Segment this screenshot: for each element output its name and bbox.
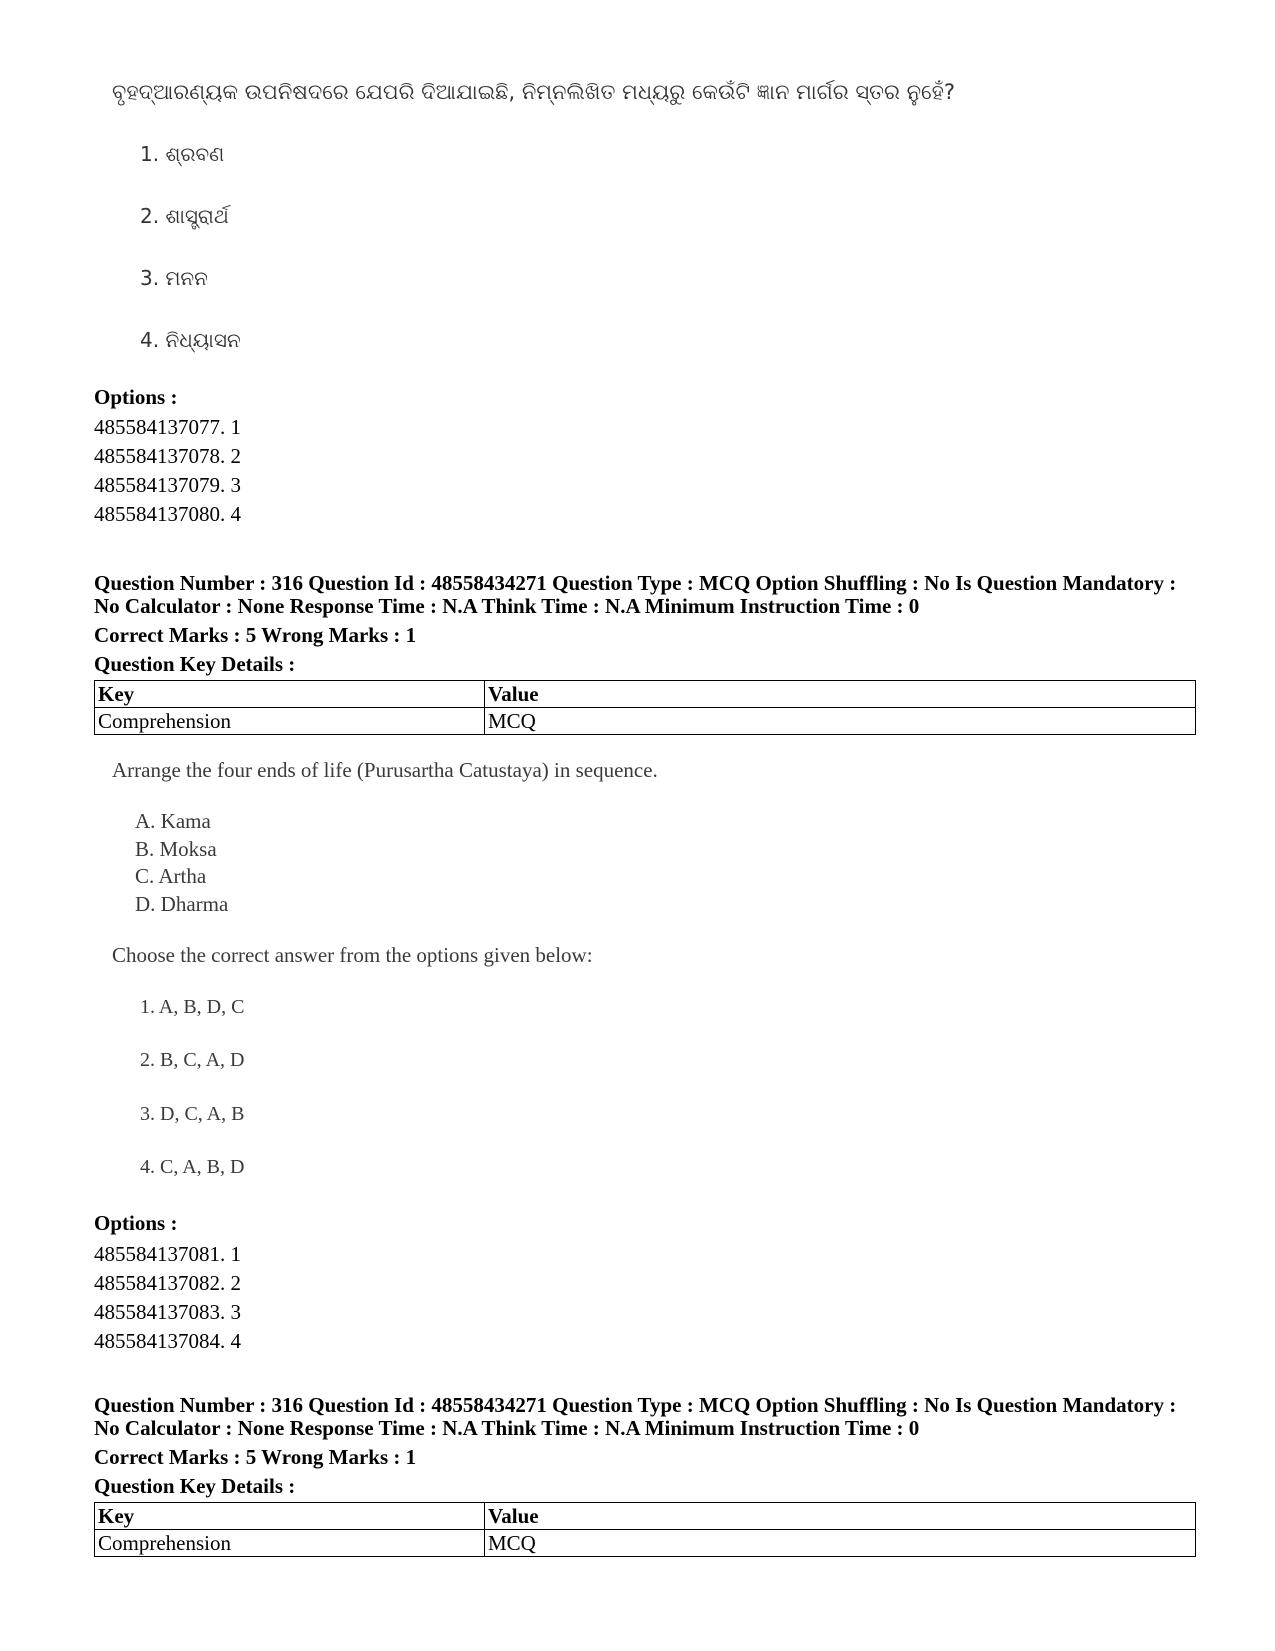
table-cell-key: Comprehension: [95, 1530, 485, 1557]
option-id: 485584137084. 4: [94, 1329, 241, 1353]
q2-key-details-label: Question Key Details :: [94, 652, 296, 676]
option-id: 485584137081. 1: [94, 1242, 241, 1266]
q3-key-details-label: Question Key Details :: [94, 1474, 296, 1498]
q2-choice-3: 3. D, C, A, B: [140, 1103, 245, 1125]
option-id: 485584137082. 2: [94, 1271, 241, 1295]
q2-choice-2: 2. B, C, A, D: [140, 1049, 245, 1071]
q2-meta-line1: Question Number : 316 Question Id : 48558434271 Question Type : MCQ Option Shuffling : No Is Question Mandatory :: [94, 571, 1177, 595]
list-item: C. Artha: [135, 864, 207, 888]
list-item: B. Moksa: [135, 836, 217, 861]
table-header-key: Key: [95, 1503, 485, 1530]
q2-key-table: [94, 680, 1196, 735]
q1-choice-3: 3. ମନନ: [140, 266, 208, 290]
q1-choice-2: 2. ଶାସ୍ତ୍ରାର୍ଥ: [140, 204, 229, 228]
list-item: D. Dharma: [135, 891, 229, 916]
q1-options-label: Options :: [94, 385, 178, 409]
q2-choice-4: 4. C, A, B, D: [140, 1156, 245, 1178]
table-cell-key: Comprehension: [95, 708, 485, 735]
table-cell-value: MCQ: [485, 1530, 1196, 1557]
option-id: 485584137077. 1: [94, 415, 241, 439]
option-id: 485584137083. 3: [94, 1300, 241, 1324]
q1-choice-1: 1. ଶ୍ରବଣ: [140, 142, 225, 166]
q2-options-list: [94, 1240, 241, 1356]
q1-options-list: [94, 413, 241, 529]
q2-instruction: Choose the correct answer from the options given below:: [112, 943, 593, 967]
q1-prompt: ବୃହଦ୍ଆରଣ୍ୟକ ଉପନିଷଦରେ ଯେପରି ଦିଆଯାଇଛି, ନିମ୍ନଲିଖିତ ମଧ୍ୟରୁ କେଉଁଟି ଜ୍ଞାନ ମାର୍ଗର ସ୍ତର ନୁହେଁ?: [112, 80, 955, 104]
q2-choice-1: 1. A, B, D, C: [140, 996, 245, 1018]
option-id: 485584137080. 4: [94, 502, 241, 526]
q2-items: [135, 808, 228, 918]
table-header-key: Key: [95, 681, 485, 708]
q2-options-label: Options :: [94, 1211, 178, 1235]
table-header-value: Value: [485, 681, 1196, 708]
q3-meta-line2: No Calculator : None Response Time : N.A Think Time : N.A Minimum Instruction Time : 0: [94, 1416, 920, 1440]
table-header-value: Value: [485, 1503, 1196, 1530]
q1-choice-4: 4. ନିଧ୍ୟାସନ: [140, 328, 241, 352]
q2-marks: Correct Marks : 5 Wrong Marks : 1: [94, 623, 417, 647]
option-id: 485584137078. 2: [94, 444, 241, 468]
option-id: 485584137079. 3: [94, 473, 241, 497]
table-cell-value: MCQ: [485, 708, 1196, 735]
q2-prompt: Arrange the four ends of life (Purusartha Catustaya) in sequence.: [112, 758, 658, 782]
q3-key-table: [94, 1502, 1196, 1557]
q3-meta-line1: Question Number : 316 Question Id : 48558434271 Question Type : MCQ Option Shuffling : No Is Question Mandatory :: [94, 1393, 1177, 1417]
q2-meta-line2: No Calculator : None Response Time : N.A Think Time : N.A Minimum Instruction Time : 0: [94, 594, 920, 618]
q3-marks: Correct Marks : 5 Wrong Marks : 1: [94, 1445, 417, 1469]
list-item: A. Kama: [135, 809, 211, 833]
